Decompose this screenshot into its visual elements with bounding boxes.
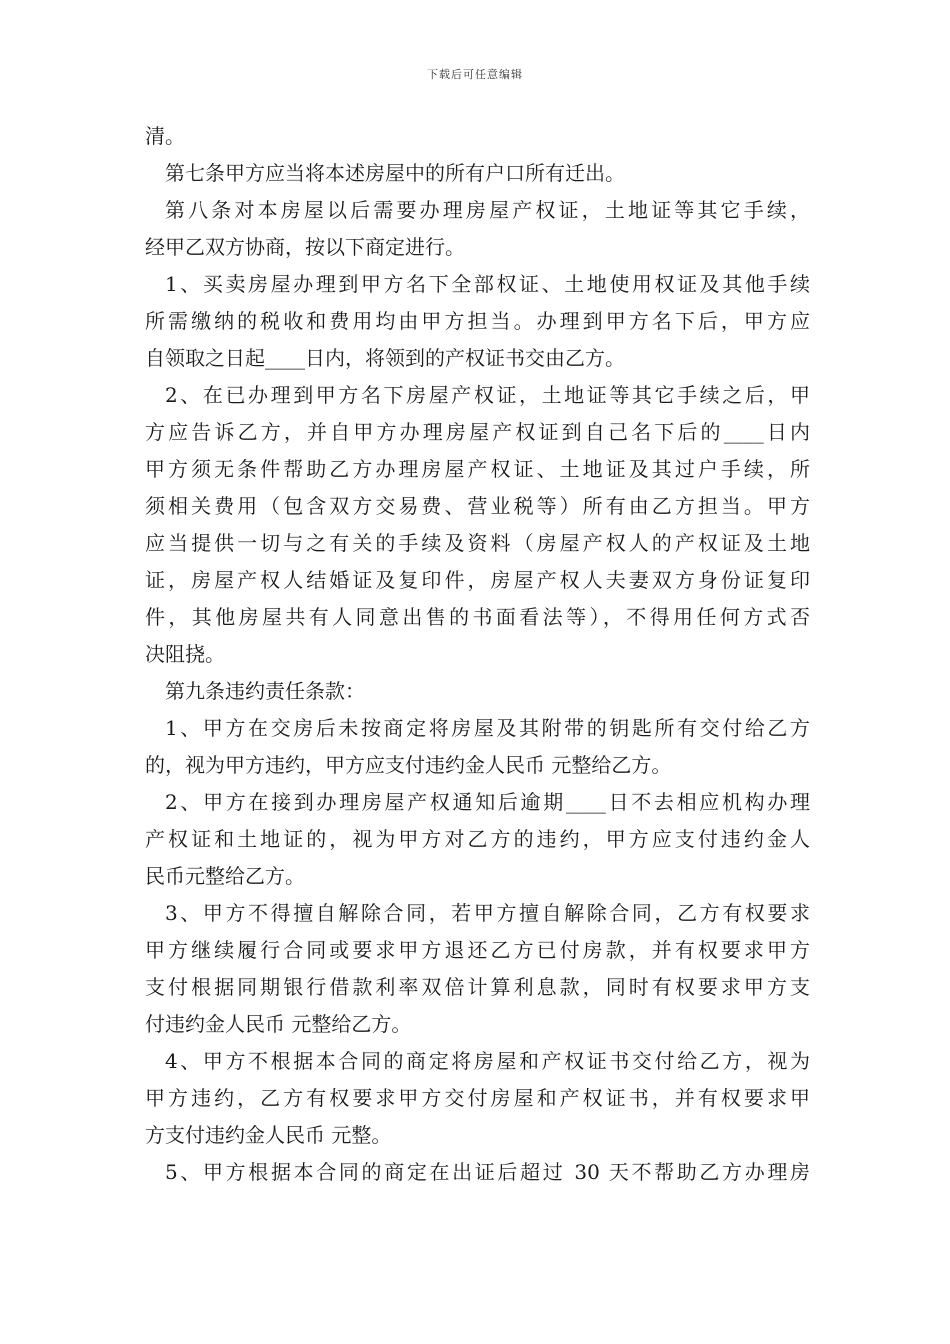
clause-9: 第九条违约责任条款：: [165, 679, 365, 703]
page-header: 下载后可任意编辑: [427, 68, 523, 81]
text-line: 甲方须无条件帮助乙方办理房屋产权证、土地证及其过户手续，所: [145, 457, 810, 481]
clause-8: 第八条对本房屋以后需要办理房屋产权证，土地证等其它手续，: [165, 198, 810, 222]
clause-8-item-2: 2、在已办理到甲方名下房屋产权证，土地证等其它手续之后，甲: [165, 383, 810, 407]
text-line: 应当提供一切与之有关的手续及资料（房屋产权人的产权证及土地: [145, 531, 810, 555]
clause-9-item-2: 2、甲方在接到办理房屋产权通知后逾期____日不去相应机构办理: [165, 790, 810, 814]
text-line: 件，其他房屋共有人同意出售的书面看法等），不得用任何方式否: [145, 605, 810, 629]
text-line: 清。: [145, 124, 185, 148]
text-line: 须相关费用（包含双方交易费、营业税等）所有由乙方担当。甲方: [145, 494, 810, 518]
clause-9-item-4: 4、甲方不根据本合同的商定将房屋和产权证书交付给乙方，视为: [165, 1049, 810, 1073]
clause-8-item-1: 1、买卖房屋办理到甲方名下全部权证、土地使用权证及其他手续: [165, 272, 810, 296]
clause-7: 第七条甲方应当将本述房屋中的所有户口所有迁出。: [165, 161, 625, 185]
clause-9-item-5: 5、甲方根据本合同的商定在出证后超过 30 天不帮助乙方办理房: [165, 1160, 810, 1184]
text-line: 甲方违约，乙方有权要求甲方交付房屋和产权证书，并有权要求甲: [145, 1086, 810, 1110]
text-line: 方支付违约金人民币 元整。: [145, 1123, 392, 1147]
text-line: 证，房屋产权人结婚证及复印件，房屋产权人夫妻双方身份证复印: [145, 568, 810, 592]
text-line: 所需缴纳的税收和费用均由甲方担当。办理到甲方名下后，甲方应: [145, 309, 810, 333]
document-body: [145, 118, 810, 1191]
text-line: 决阻挠。: [145, 642, 225, 666]
clause-9-item-1: 1、甲方在交房后未按商定将房屋及其附带的钥匙所有交付给乙方: [165, 716, 810, 740]
text-line: 方应告诉乙方，并自甲方办理房屋产权证到自己名下后的____日内: [145, 420, 810, 444]
text-line: 经甲乙双方协商，按以下商定进行。: [145, 235, 465, 259]
clause-9-item-3: 3、甲方不得擅自解除合同，若甲方擅自解除合同，乙方有权要求: [165, 901, 810, 925]
text-line: 产权证和土地证的，视为甲方对乙方的违约，甲方应支付违约金人: [145, 827, 810, 851]
text-line: 甲方继续履行合同或要求甲方退还乙方已付房款，并有权要求甲方: [145, 938, 810, 962]
text-line: 民币元整给乙方。: [145, 864, 305, 888]
text-line: 自领取之日起____日内，将领到的产权证书交由乙方。: [145, 346, 625, 370]
text-line: 的，视为甲方违约，甲方应支付违约金人民币 元整给乙方。: [145, 753, 672, 777]
text-line: 支付根据同期银行借款利率双倍计算利息款，同时有权要求甲方支: [145, 975, 810, 999]
text-line: 付违约金人民币 元整给乙方。: [145, 1012, 412, 1036]
